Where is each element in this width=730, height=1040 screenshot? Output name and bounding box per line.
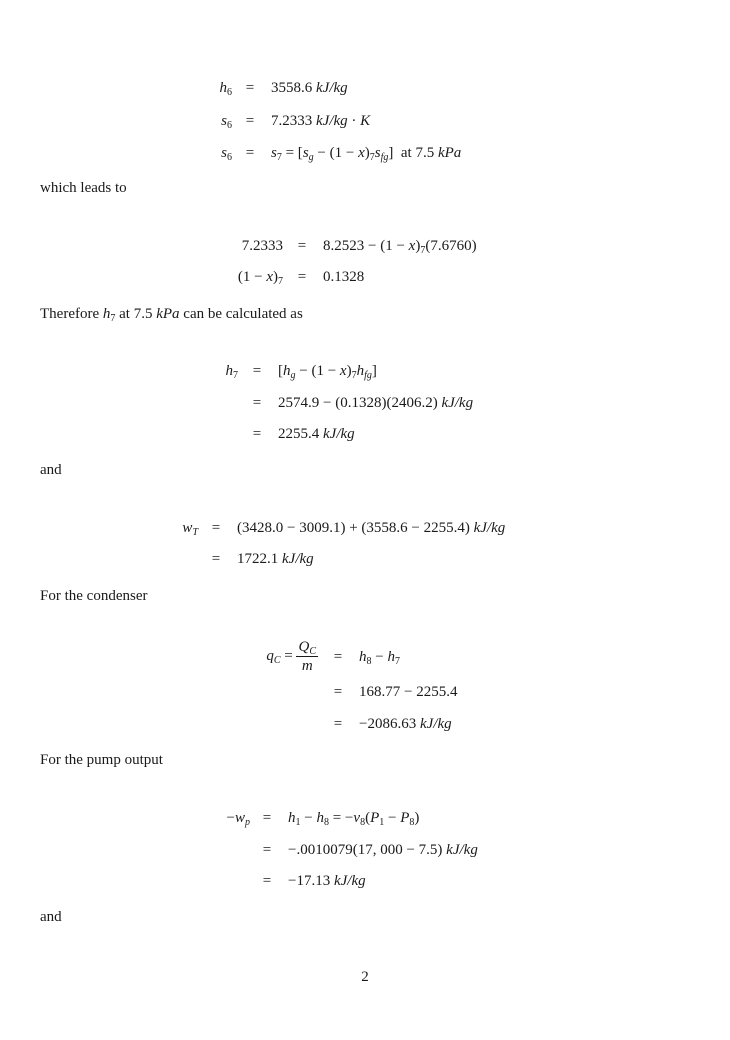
eq4-rhs1: (3428.0 − 3009.1) + (3558.6 − 2255.4) <box>237 520 470 536</box>
text-which-leads-to: which leads to <box>40 180 127 196</box>
equation-qc-3: = −2086.63 kJ/kg <box>333 716 452 732</box>
equation-wt-1: $w_T$ = (3428.0 − 3009.1) + (3558.6 − 2255.4) kJ/kg <box>182 520 506 538</box>
eq5-rhs3: −2086.63 <box>359 716 417 732</box>
eq3-rhs2: 2574.9 − (0.1328)(2406.2) <box>278 395 438 411</box>
equation-qc-2: = 168.77 − 2255.4 <box>333 684 458 700</box>
eq6-rhs2: −.0010079(17, 000 − 7.5) <box>288 842 443 858</box>
equation-wp-1: $-w_p$ = $h_1 - h_8 = -v_8(P_1 - P_8)$ <box>226 810 420 828</box>
equation-quality-2: $(1 - x)_7$ = 0.1328 <box>237 269 365 287</box>
h6-value: 3558.6 <box>271 80 313 96</box>
text-for-condenser: For the condenser <box>40 588 148 604</box>
equation-h6: $h_6$ = 3558.6 kJ/kg <box>219 80 348 98</box>
eq2-lhs1: 7.2333 <box>241 238 283 254</box>
eq3-rhs3: 2255.4 <box>278 426 320 442</box>
eq6-rhs3: −17.13 <box>288 873 331 889</box>
text-therefore: Therefore $h_7$ at 7.5 kPa can be calculated as <box>40 306 303 324</box>
equation-s6-s7: $s_6$ = $s_7 = [s_g - (1 - x)_7s_{fg}]$ at 7.5 kPa <box>221 145 462 163</box>
equation-quality-1: 7.2333 = $8.2523 - (1 - x)_7(7.6760)$ <box>0 238 730 258</box>
text-for-pump: For the pump output <box>40 752 163 768</box>
equation-s6: $s_6$ = 7.2333 kJ/kg · K <box>221 113 371 131</box>
s6-value: 7.2333 <box>271 113 313 129</box>
equation-h7-2: = 2574.9 − (0.1328)(2406.2) kJ/kg <box>252 395 474 411</box>
equation-qc-1: $q_C$ = $\frac{Q_C}{m}$ = $h_8 - h_7$ <box>266 639 400 674</box>
eq2-rhs2: 0.1328 <box>323 269 365 285</box>
s7-tail: at 7.5 <box>400 145 435 161</box>
eq5-rhs2: 168.77 − 2255.4 <box>359 684 458 700</box>
equation-h7-1: $h_7$ = $[h_g - (1 - x)_7h_{fg}]$ <box>225 363 377 381</box>
text-and-1: and <box>40 462 62 478</box>
equation-wt-2: = 1722.1 kJ/kg <box>211 551 314 567</box>
equation-h7-3: = 2255.4 kJ/kg <box>252 426 355 442</box>
text-and-2: and <box>40 909 62 925</box>
page-number: 2 <box>361 969 369 985</box>
equation-wp-2: = −.0010079(17, 000 − 7.5) kJ/kg <box>262 842 478 858</box>
equation-wp-3: = −17.13 kJ/kg <box>262 873 366 889</box>
eq4-rhs2: 1722.1 <box>237 551 279 567</box>
